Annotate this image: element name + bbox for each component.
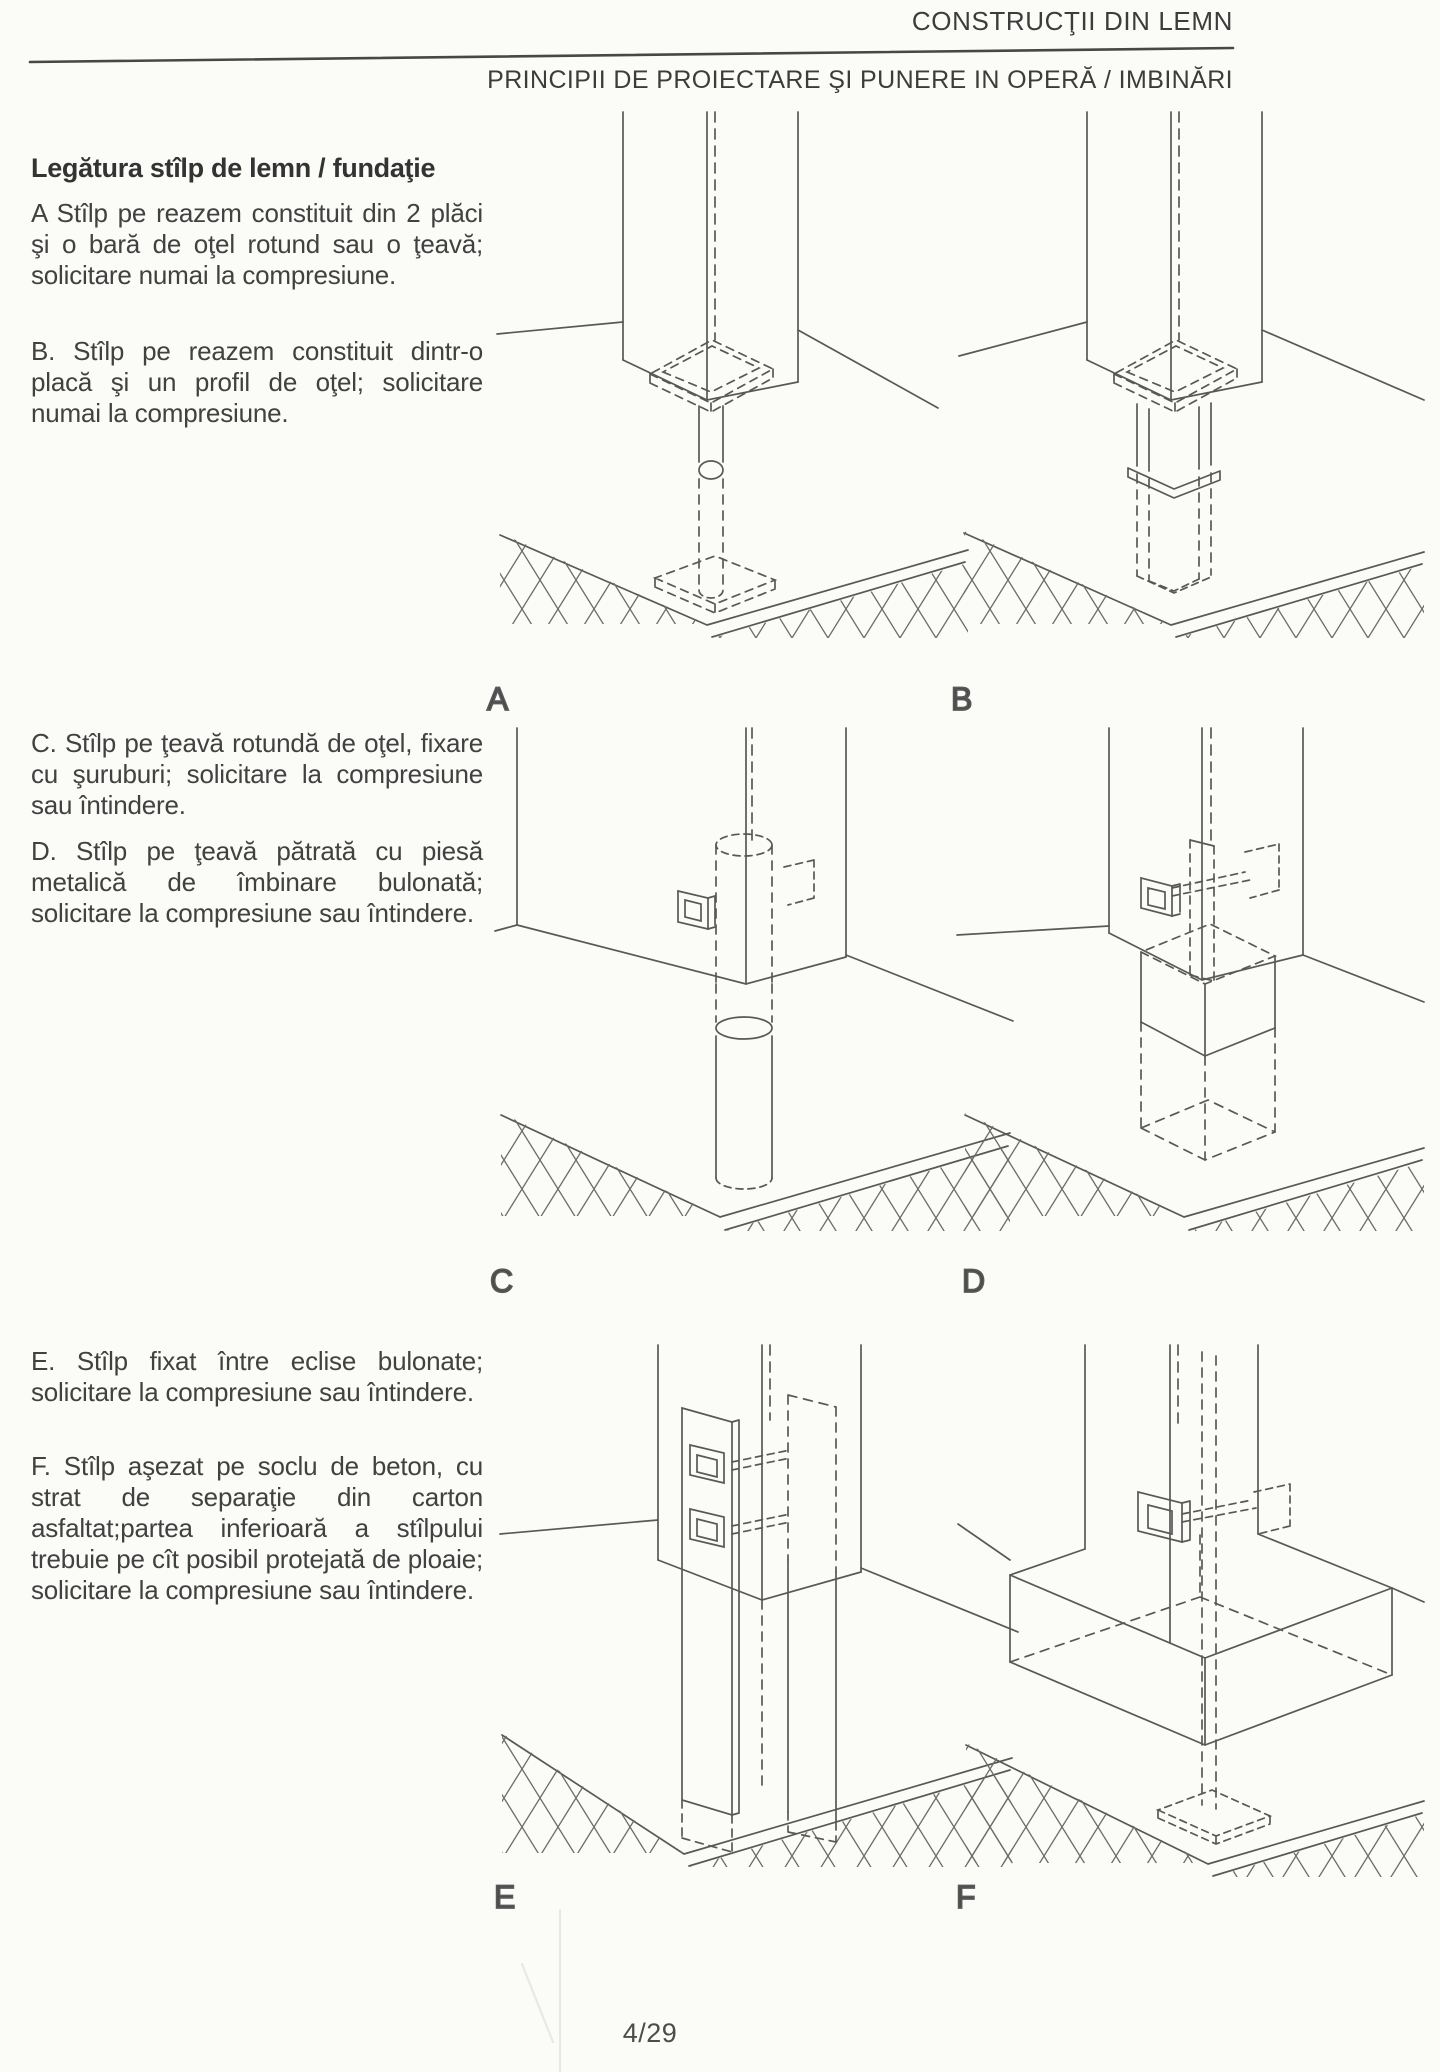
figure-d-column: [1109, 728, 1303, 980]
figure-a-label: A: [487, 681, 509, 717]
figure-a-drawing: [487, 112, 968, 717]
header-rule: [30, 48, 1233, 62]
paragraph-f: F. Stîlp aşezat pe soclu de beton, cu strat de separaţie din carton asfaltat;partea inferioară a stîlpului trebuie pe cît posibil protejată de ploaie; solicitare la compresiune sau întindere.: [31, 1451, 483, 1605]
figure-c-column: [517, 728, 846, 984]
figure-b-plate-and-profile: [1114, 340, 1237, 593]
figure-f-plinth: [1010, 1534, 1392, 1745]
figure-f-column: [1085, 1345, 1258, 1643]
figure-f-connector: [1138, 1352, 1290, 1844]
figure-b-ground: [959, 322, 1424, 638]
figure-e-column: [658, 1345, 861, 1790]
figure-b-column: [1087, 112, 1262, 400]
figure-b-label: B: [951, 681, 973, 717]
paragraph-a: A Stîlp pe reazem constituit din 2 plăci şi o bară de oţel rotund sau o ţeavă; solicitare numai la compresiune.: [31, 198, 483, 290]
figure-c-ground: [495, 925, 1013, 1231]
section-title: Legătura stîlp de lemn / fundaţie: [31, 153, 436, 183]
document-subtitle: PRINCIPII DE PROIECTARE ŞI PUNERE IN OPERĂ / IMBINĂRI: [487, 66, 1233, 94]
document-title: CONSTRUCŢII DIN LEMN: [911, 6, 1233, 36]
figure-e-label: E: [494, 1879, 516, 1915]
fold-mark: [522, 1910, 560, 2072]
figure-d-drawing: [957, 728, 1424, 1299]
figure-a-ground: [497, 322, 968, 638]
figure-c-label: C: [490, 1263, 514, 1299]
figure-a-column: [623, 112, 798, 400]
figure-d-label: D: [962, 1263, 986, 1299]
paragraph-c: C. Stîlp pe ţeavă rotundă de oţel, fixare cu şuruburi; solicitare la compresiune sau întindere.: [31, 728, 483, 820]
figure-c-drawing: [490, 728, 1013, 1299]
paragraph-d: D. Stîlp pe ţeavă pătrată cu piesă metalică de îmbinare bulonată; solicitare la compresiune sau întindere.: [31, 836, 483, 928]
page-number: 4/29: [622, 2018, 678, 2048]
figure-f-drawing: [956, 1345, 1424, 1915]
paragraph-e: E. Stîlp fixat între eclise bulonate; solicitare la compresiune sau întindere.: [31, 1346, 483, 1407]
figure-e-ground: [500, 1520, 1018, 1867]
figure-e-fishplates: [682, 1395, 836, 1852]
paragraph-b: B. Stîlp pe reazem constituit dintr-o placă şi un profil de oţel; solicitare numai la compresiune.: [31, 336, 483, 428]
figure-f-label: F: [956, 1879, 976, 1915]
figure-e-drawing: [494, 1345, 1018, 1915]
figure-b-drawing: [951, 112, 1424, 717]
